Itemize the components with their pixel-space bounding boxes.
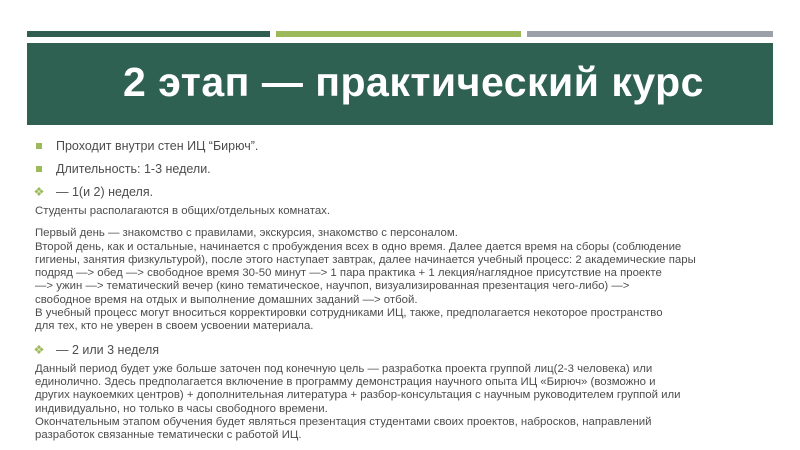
diamond-bullet-icon: ❖ <box>33 185 45 199</box>
bullet-week-2-3: ❖ — 2 или 3 неделя <box>32 340 772 360</box>
slide-title: 2 этап — практический курс <box>123 59 704 105</box>
paragraph-week-1: Первый день — знакомство с правилами, экскурсия, знакомство с персоналом. Второй день, как и остальные, начинается с пробуждения всех в одно время. Далее дается время на сборы (соблюдение гигиены, занятия физкультурой), после этого наступает завтрак, далее начинается учебный процесс: 2 академические пары подряд —> обед —> свободное время 30-50 минут —> 1 пара практика + 1 лекция/наглядное присутствие на проекте —> ужин —> тематический вечер (кино тематическое, научпоп, визуализированная презентация чего-либо) —> свободное время на отдых и выполнение домашних заданий —> отбой. В учебный процесс могут вноситься корректировки сотрудниками ИЦ, также, предполагается некоторое пространство для тех, кто не уверен в своем усвоении материала. <box>35 227 696 333</box>
square-bullet-icon <box>32 159 46 179</box>
top-bar-green <box>276 31 521 37</box>
square-bullet-icon <box>32 136 46 156</box>
bullet-location: Проходит внутри стен ИЦ “Бирюч”. <box>32 136 772 156</box>
slide-content <box>32 136 772 448</box>
bullet-week-1: ❖ — 1(и 2) неделя. <box>32 182 772 202</box>
paragraph-rooms: Студенты располагаются в общих/отдельных комнатах. <box>35 205 331 217</box>
top-bar-dark <box>27 31 270 37</box>
paragraph-week-2-3: Данный период будет уже больше заточен под конечную цель — разработка проекта группой лиц(2-3 человека) или единолично. Здесь предполагается включение в программу демонстрация научного опыта ИЦ «Бирюч» (возможно и других наукоемких центров) + дополнительная литература + разбор-консультация с научным руководителем группой или индивидуально, но только в часы свободного времени. Окончательным этапом обучения будет являться презентация студентами своих проектов, набросков, направлений разработок связанные тематически с работой ИЦ. <box>35 362 681 442</box>
top-bar-gray <box>527 31 773 37</box>
decorative-top-bars <box>27 31 773 37</box>
diamond-bullet-icon: ❖ <box>33 342 45 357</box>
title-band <box>27 43 773 125</box>
bullet-duration: Длительность: 1-3 недели. <box>32 159 772 179</box>
